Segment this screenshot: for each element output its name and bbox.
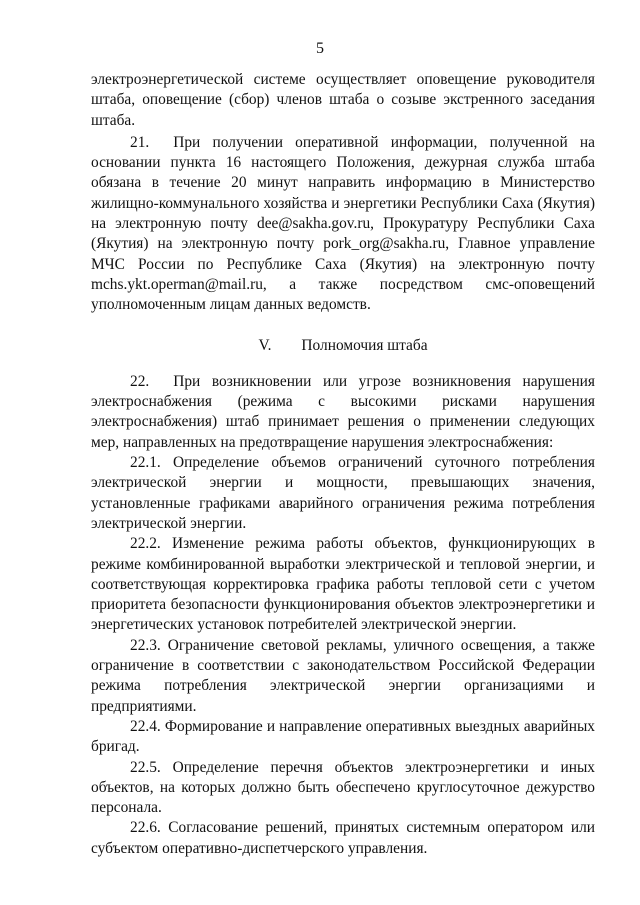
paragraph-22-4: 22.4. Формирование и направление оперативных выездных аварийных бригад.: [91, 717, 595, 756]
paragraph-22-2: 22.2. Изменение режима работы объектов, функционирующих в режиме комбинированной выработки электрической и тепловой энергии, и соответствующая корректировка графика работы тепловой сети с учетом приоритета безопасности функционирования объектов электроэнергетики и энергетических установок потребителей электрической энергии.: [91, 535, 595, 634]
section-number: V.: [258, 336, 272, 354]
document-body: [91, 70, 595, 859]
paragraph-22-3: 22.3. Ограничение световой рекламы, уличного освещения, а также ограничение в соответствии с законодательством Российской Федерации режима потребления электрической энергии организациями и предприятиями.: [91, 636, 595, 715]
paragraph-22-text: При возникновении или угрозе возникновения нарушения электроснабжения (режима с высокими рисками нарушения электроснабжения) штаб принимает решения о применении следующих мер, направленных на предотвращение нарушения электроснабжения:: [91, 372, 595, 451]
paragraph-21: [91, 133, 595, 316]
paragraph-continued: электроэнергетической системе осуществляет оповещение руководителя штаба, оповещение (сбор) членов штаба о созыве экстренного заседания штаба.: [91, 71, 595, 129]
page-number: 5: [316, 40, 324, 57]
paragraph-22-number: 22.: [130, 372, 150, 390]
paragraph-22: [91, 372, 595, 453]
section-title: Полномочия штаба: [301, 336, 428, 354]
paragraph-21-text: При получении оперативной информации, полученной на основании пункта 16 настоящего Положения, дежурная служба штаба обязана в течение 20 минут направить информацию в Министерство жилищно-коммунального хозяйства и энергетики Республики Саха (Якутия) на электронную почту dee@sakha.gov.ru, Прокуратуру Республики Саха (Якутия) на электронную почту pork_org@sakha.ru, Главное управление МЧС России по Республике Саха (Якутия) на электронную почту mchs.ykt.operman@mail.ru, а также посредством смс-оповещений уполномоченным лицам данных ведомств.: [91, 133, 595, 314]
paragraph-22-5: 22.5. Определение перечня объектов электроэнергетики и иных объектов, на которых должно быть обеспечено круглосуточное дежурство персонала.: [91, 758, 595, 817]
section-heading: [91, 336, 595, 356]
paragraph-22-6: 22.6. Согласование решений, принятых системным оператором или субъектом оперативно-диспетчерского управления.: [91, 819, 595, 857]
paragraph-21-number: 21.: [130, 133, 150, 151]
paragraph-22-1: 22.1. Определение объемов ограничений суточного потребления электрической энергии и мощности, превышающих значения, установленные графиками аварийного ограничения режима потребления электрической энергии.: [91, 454, 595, 532]
